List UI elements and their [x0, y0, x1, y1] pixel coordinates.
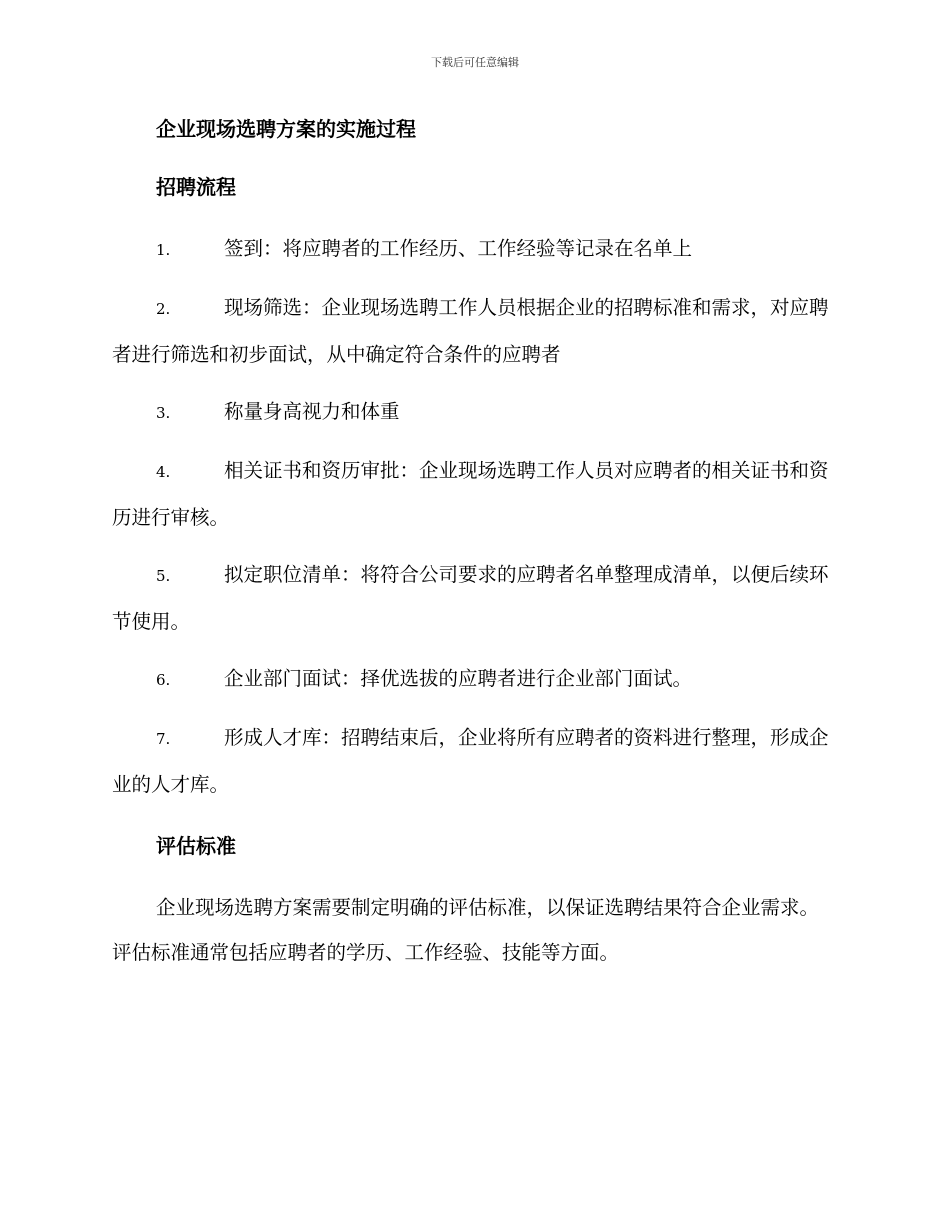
list-item-text: 相关证书和资历审批：企业现场选聘工作人员对应聘者的相关证书和资历进行审核。: [112, 459, 829, 529]
list-item-text: 拟定职位清单：将符合公司要求的应聘者名单整理成清单，以便后续环节使用。: [112, 563, 829, 633]
list-item-text: 形成人才库：招聘结束后，企业将所有应聘者的资料进行整理，形成企业的人才库。: [112, 726, 829, 796]
list-item-number: 5.: [156, 567, 171, 585]
list-item: [112, 389, 834, 436]
list-item-text: 称量身高视力和体重: [224, 400, 400, 423]
document-title: 企业现场选聘方案的实施过程: [156, 117, 416, 141]
evaluation-paragraph: 企业现场选聘方案需要制定明确的评估标准，以保证选聘结果符合企业需求。评估标准通常包括应聘者的学历、工作经验、技能等方面。: [112, 896, 820, 964]
section-heading-evaluation-criteria: 评估标准: [156, 834, 236, 858]
list-item-number: 3.: [156, 404, 171, 422]
list-item-number: 1.: [156, 241, 171, 259]
list-item-number: 6.: [156, 671, 171, 689]
list-item: [112, 656, 834, 703]
list-item: [112, 448, 834, 540]
page-header-note: 下载后可任意编辑: [431, 56, 519, 69]
list-item-number: 7.: [156, 730, 171, 748]
list-item: [112, 226, 834, 273]
list-item-text: 现场筛选：企业现场选聘工作人员根据企业的招聘标准和需求，对应聘者进行筛选和初步面试，从中确定符合条件的应聘者: [112, 296, 829, 366]
recruitment-steps-list: [112, 226, 834, 807]
list-item-text: 签到：将应聘者的工作经历、工作经验等记录在名单上: [224, 237, 693, 260]
document-body: [112, 112, 834, 975]
list-item-number: 2.: [156, 300, 171, 318]
list-item: [112, 552, 834, 644]
list-item: [112, 285, 834, 377]
list-item-number: 4.: [156, 463, 171, 481]
section-heading-recruitment-flow: 招聘流程: [156, 175, 236, 199]
list-item-text: 企业部门面试：择优选拔的应聘者进行企业部门面试。: [224, 667, 693, 690]
list-item: [112, 715, 834, 807]
